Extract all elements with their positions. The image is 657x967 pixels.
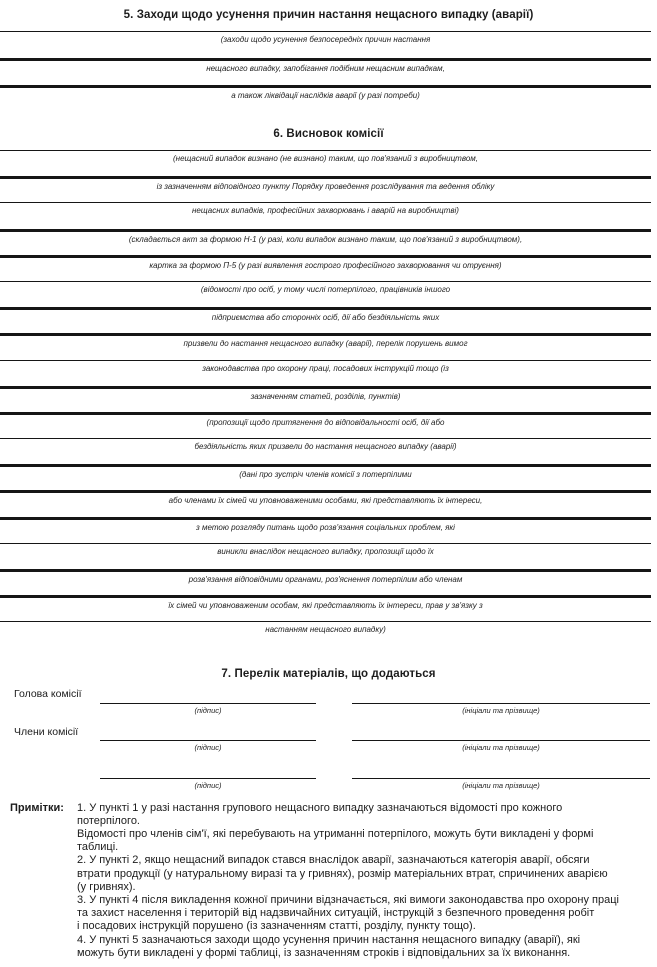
field-caption: картка за формою П-5 (у разі виявлення гострого професійного захворювання чи отруєння): [149, 260, 502, 270]
note-line: Відомості про членів сім'ї, які перебувають на утриманні потерпілого, можуть бути викладені у формі: [77, 827, 594, 840]
member-name-line[interactable]: [352, 778, 650, 779]
note-line: і посадових інструкцій порушено (із зазначенням статті, розділу, пункту тощо).: [77, 920, 476, 933]
field-caption: (відомості про осіб, у тому числі потерпілого, працівників іншого: [200, 284, 451, 294]
section6-heading: 6. Висновок комісії: [273, 128, 384, 140]
notes-section: [0, 802, 657, 960]
form-field-row: [0, 202, 651, 228]
field-caption: підприємства або сторонніх осіб, дії або бездіяльність яких: [211, 313, 440, 323]
note-line: втрати продукції (у натуральному виразі та у гривнях), розмір матеріальних втрат, спричинених аварією: [77, 867, 608, 880]
form-field-row: [0, 517, 651, 543]
notes-text: [77, 802, 657, 960]
signature-caption: (підпис): [194, 742, 222, 752]
field-caption: нещасного випадку, запобігання подібним нещасним випадкам,: [206, 64, 445, 73]
note-line: 2. У пункті 2, якщо нещасний випадок стався внаслідок аварії, зазначаються категорія аварії, обсяги: [77, 854, 590, 867]
form-field-row: [0, 255, 651, 281]
member-signature-line[interactable]: [100, 740, 316, 741]
field-caption: бездіяльність яких призвели до настання нещасного випадку (аварії): [194, 442, 457, 452]
form-field-row: [0, 543, 651, 569]
field-caption: або членами їх сімей чи уповноваженими особами, які представляють їх інтереси,: [168, 496, 483, 506]
section7-heading: 7. Перелік матеріалів, що додаються: [221, 667, 436, 680]
member-signature-line[interactable]: [100, 778, 316, 779]
form-field-row: [0, 438, 651, 464]
note-line: (у гривнях).: [77, 880, 136, 893]
form-field-row: [0, 85, 651, 112]
field-caption: зазначенням статей, розділів, пунктів): [250, 391, 401, 401]
form-field-row: [0, 490, 651, 516]
form-field-row: [0, 386, 651, 412]
section6-lines: [0, 150, 651, 648]
note-line: таблиці.: [77, 841, 119, 854]
signature-caption: (підпис): [194, 705, 222, 715]
field-caption: їх сімей чи уповноваженим особам, які представляють їх інтереси, прав у зв'язку з: [168, 601, 483, 611]
field-caption: призвели до настання нещасного випадку (аварії), перелік порушень вимог: [183, 339, 468, 349]
note-line: потерпілого.: [77, 814, 140, 827]
form-field-row: [0, 360, 651, 386]
note-line: 3. У пункті 4 після викладення кожної причини відзначається, які вимоги законодавства про охорону праці: [77, 893, 619, 906]
field-caption: нещасних випадків, професійних захворювань і аварій на виробництві): [192, 206, 459, 216]
form-field-row: [0, 464, 651, 490]
field-caption: розв'язання відповідними органами, роз'яснення потерпілим або членам: [188, 575, 463, 584]
field-caption: з метою розгляду питань щодо розв'язання соціальних проблем, які: [196, 522, 455, 532]
name-caption: (ініціали та прізвище): [462, 742, 540, 752]
chair-label: Голова комісії: [14, 687, 82, 700]
form-field-row: [0, 333, 651, 359]
section5-lines: [0, 31, 651, 112]
field-caption: виникли внаслідок нещасного випадку, пропозиції щодо їх: [217, 546, 434, 556]
field-caption: (нещасний випадок визнано (не визнано) таким, що пов'язаний з виробництвом,: [173, 154, 478, 163]
field-caption: настанням нещасного випадку): [265, 625, 386, 635]
field-caption: із зазначенням відповідного пункту Порядку проведення розслідування та ведення обліку: [156, 182, 495, 192]
field-caption: (заходи щодо усунення безпосередніх причин настання: [220, 35, 431, 44]
form-field-row: [0, 307, 651, 333]
form-field-row: [0, 31, 651, 58]
form-field-row: [0, 150, 651, 176]
form-field-row: [0, 569, 651, 595]
signature-block: [0, 681, 657, 793]
signature-caption: (підпис): [194, 780, 222, 790]
form-field-row: [0, 58, 651, 85]
note-line: 4. У пункті 5 зазначаються заходи щодо усунення причин настання нещасного випадку (аварії), які: [77, 933, 581, 946]
chair-signature-line[interactable]: [100, 703, 316, 704]
field-caption: законодавства про охорону праці, посадових інструкцій тощо (із: [202, 363, 449, 373]
form-field-row: [0, 176, 651, 202]
notes-label: Примітки:: [10, 801, 64, 814]
member-name-line[interactable]: [352, 740, 650, 741]
note-line: 1. У пункті 1 у разі настання групового нещасного випадку зазначаються відомості про кожного: [77, 801, 563, 814]
form-field-row: [0, 412, 651, 438]
name-caption: (ініціали та прізвище): [462, 780, 540, 790]
field-caption: а також ліквідації наслідків аварії (у разі потреби): [231, 91, 420, 100]
name-caption: (ініціали та прізвище): [462, 705, 540, 715]
note-line: можуть бути викладені у формі таблиці, із зазначенням строків і відповідальних за їх виконання.: [77, 946, 571, 959]
note-line: та захист населення і територій від надзвичайних ситуацій, інструкцій з безпечного проведення робіт: [77, 907, 595, 920]
chair-name-line[interactable]: [352, 703, 650, 704]
field-caption: (складається акт за формою Н-1 (у разі, коли випадок визнано таким, що пов'язаний з виробництвом),: [128, 234, 523, 244]
form-field-row: [0, 281, 651, 307]
members-label: Члени комісії: [14, 725, 79, 738]
section5-heading: 5. Заходи щодо усунення причин настання нещасного випадку (аварії): [123, 9, 534, 21]
form-field-row: [0, 229, 651, 255]
field-caption: (дані про зустріч членів комісії з потерпілими: [239, 470, 412, 480]
form-field-row: [0, 621, 651, 647]
form-field-row: [0, 595, 651, 621]
field-caption: (пропозиції щодо притягнення до відповідальності осіб, дії або: [206, 417, 445, 427]
